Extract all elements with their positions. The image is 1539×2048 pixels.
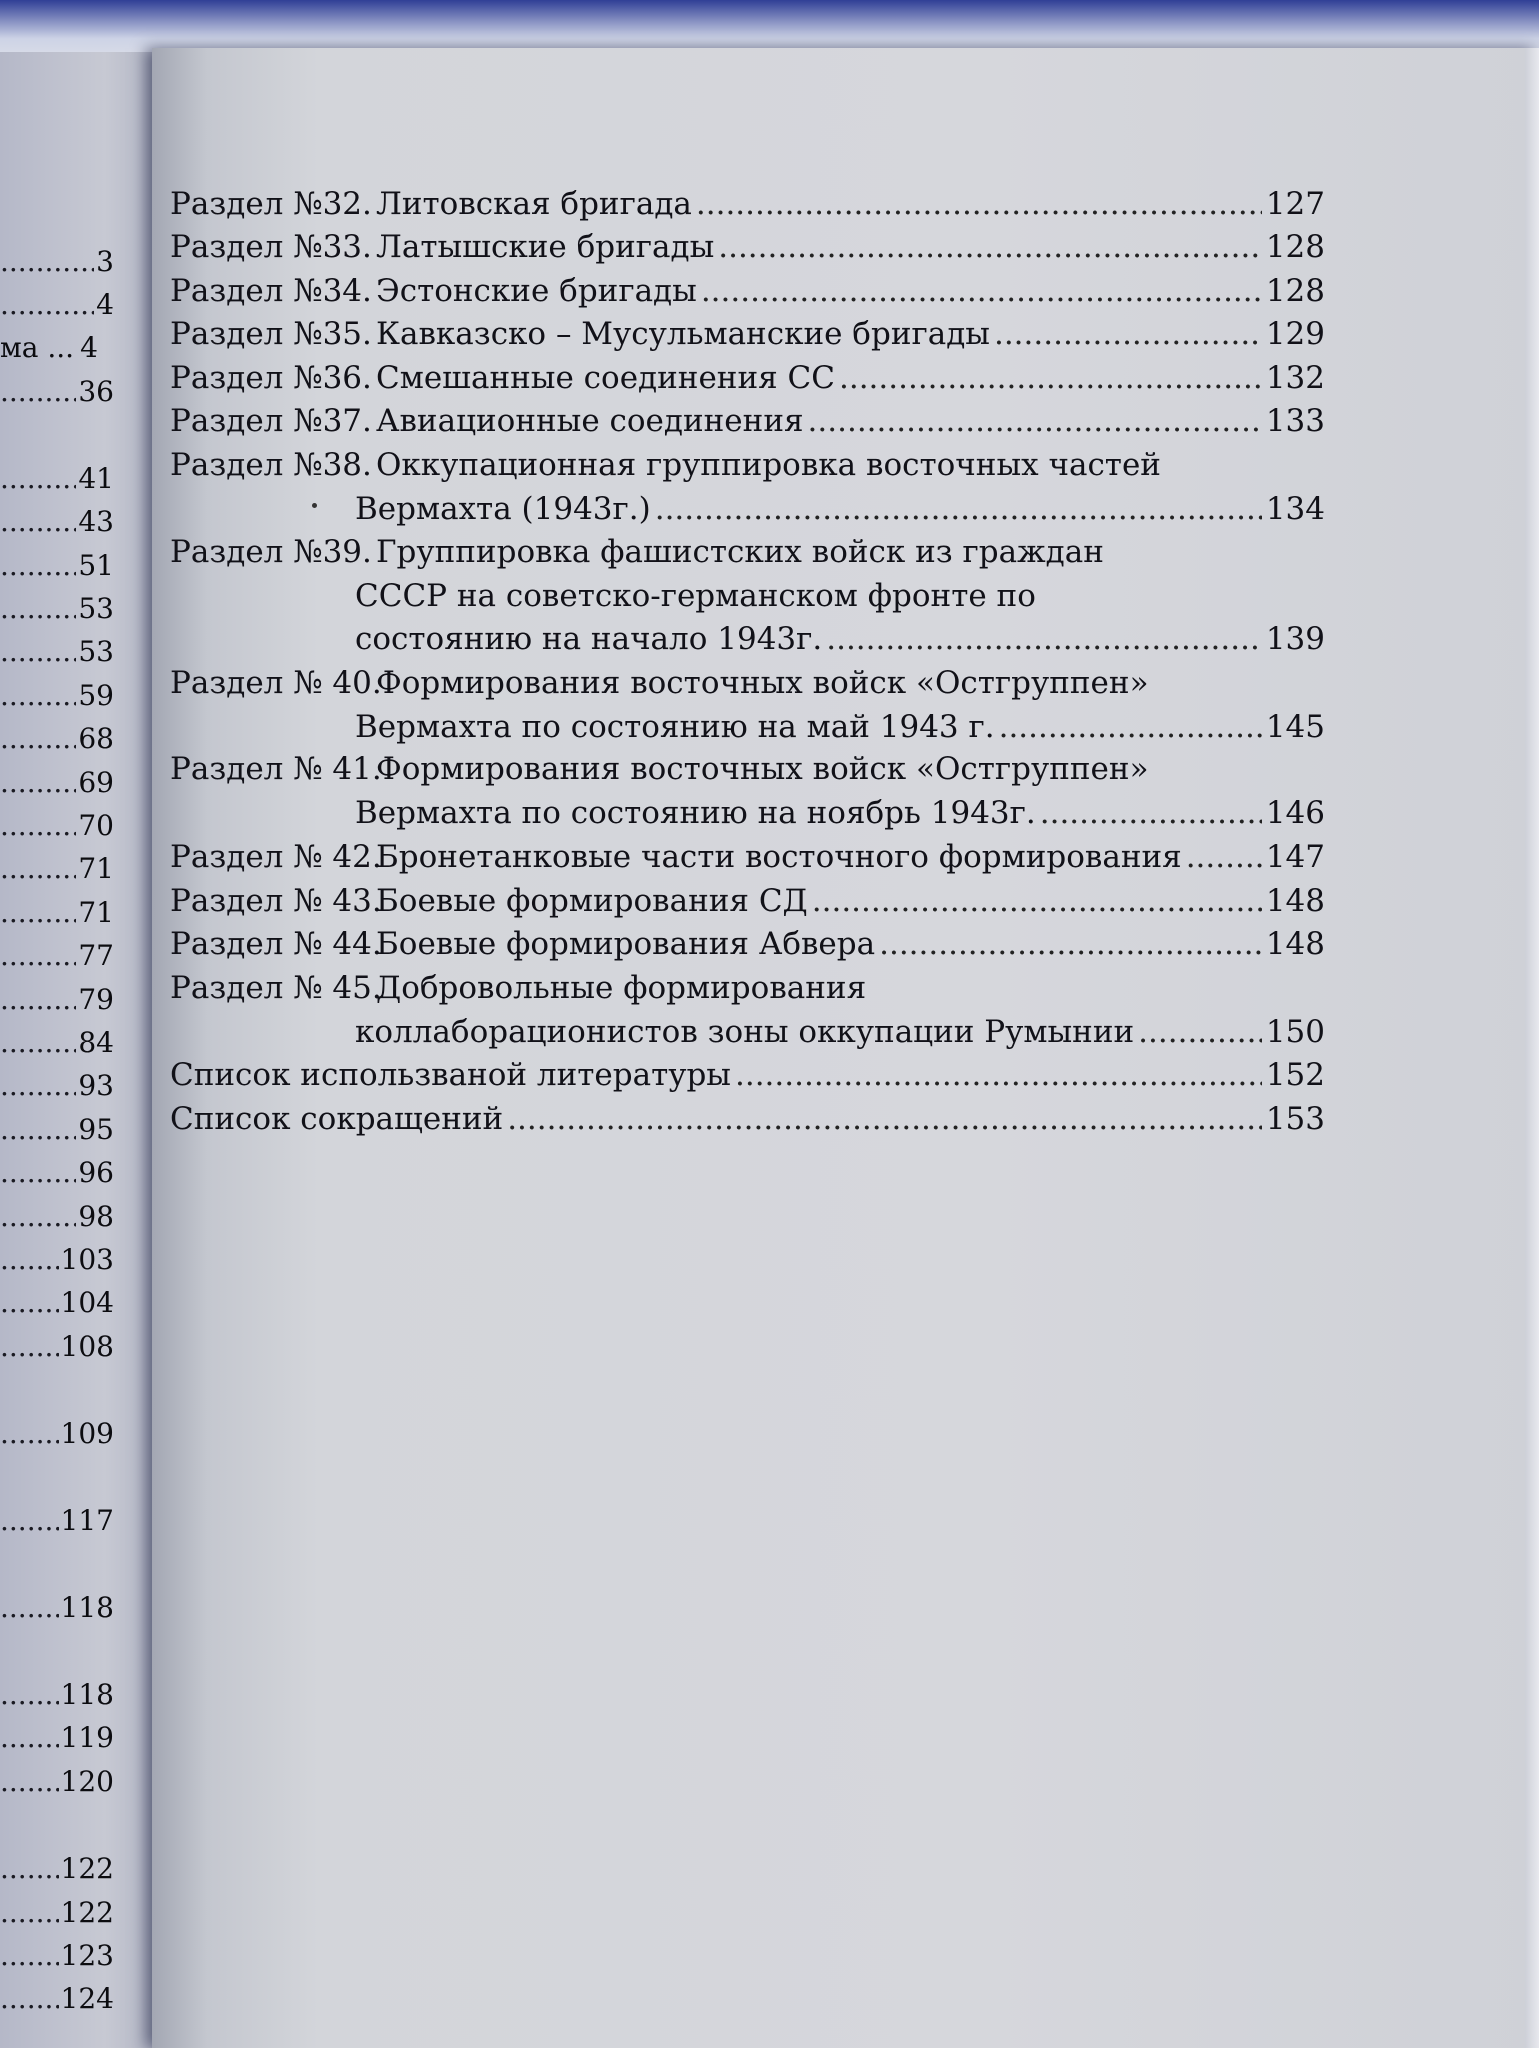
dot-leader	[0, 896, 76, 929]
left-toc-row	[0, 324, 114, 364]
dot-leader	[0, 1939, 59, 1972]
dot-leader	[507, 1101, 1262, 1137]
dot-leader	[0, 1678, 59, 1711]
toc-page-number: 146	[1265, 794, 1325, 831]
toc-entry	[170, 665, 1325, 701]
toc-title: Оккупационная группировка восточных частей	[376, 447, 1161, 483]
left-row-fragment: ма ...	[0, 331, 75, 364]
left-toc-row	[0, 1497, 114, 1537]
left-page-number: 122	[60, 1852, 114, 1885]
toc-title: Кавказско – Мусульманские бригады	[376, 316, 990, 352]
dot-leader	[0, 1286, 59, 1319]
dot-leader	[0, 1026, 76, 1059]
dot-leader	[1186, 839, 1262, 875]
left-page-number: 84	[78, 1026, 114, 1059]
dot-leader	[0, 679, 76, 712]
left-page-number: 95	[78, 1113, 114, 1146]
dot-leader	[735, 1057, 1262, 1093]
left-page-number: 43	[78, 505, 114, 538]
toc-page-number: 128	[1265, 273, 1325, 309]
dot-leader	[0, 1591, 59, 1624]
toc-entry	[170, 839, 1325, 875]
toc-section-label: Раздел №38.	[170, 447, 372, 483]
toc-title-line: коллаборационистов зоны оккупации Румынии	[355, 1013, 1135, 1050]
dot-leader	[0, 375, 76, 408]
dot-leader	[0, 939, 76, 972]
left-toc-row	[0, 498, 114, 538]
toc-title: Список использваной литературы	[170, 1057, 731, 1093]
dot-leader	[0, 245, 94, 278]
toc-entry	[170, 883, 1325, 919]
toc-title: Формирования восточных войск «Остгруппен»	[376, 751, 1149, 787]
toc-entry	[170, 1057, 1325, 1093]
toc-entry	[170, 1101, 1325, 1137]
left-page-number: 109	[60, 1417, 114, 1450]
left-page-number: 68	[78, 722, 114, 755]
left-toc-row	[0, 1845, 114, 1885]
toc-page-number: 148	[1265, 883, 1325, 919]
left-page-number: 69	[78, 766, 114, 799]
toc-page-number: 145	[1265, 708, 1325, 745]
toc-title: Смешанные соединения СС	[376, 360, 835, 396]
left-toc-row	[0, 715, 114, 755]
toc-entry	[170, 534, 1325, 570]
dot-leader	[0, 1069, 76, 1102]
left-page-number: 118	[60, 1591, 114, 1624]
toc-page-number: 148	[1265, 926, 1325, 962]
toc-section-label: Раздел №35.	[170, 316, 372, 352]
toc-page-number: 147	[1265, 839, 1325, 875]
left-page-number: 122	[60, 1896, 114, 1929]
left-page-number: 71	[78, 896, 114, 929]
dot-leader	[696, 186, 1262, 222]
toc-title-continuation	[355, 795, 1325, 831]
toc-entry	[170, 229, 1325, 265]
left-toc-row	[0, 1584, 114, 1624]
left-page-number: 79	[78, 983, 114, 1016]
toc-page-number: 150	[1265, 1013, 1325, 1050]
toc-entry	[170, 970, 1325, 1006]
toc-title: Добровольные формирования	[376, 970, 867, 1006]
left-page-number: 59	[78, 679, 114, 712]
left-page-number: 51	[78, 549, 114, 582]
toc-entry	[170, 360, 1325, 396]
left-page-number: 124	[60, 1982, 114, 2015]
left-page-number: 104	[60, 1286, 114, 1319]
toc-section-label: Раздел № 44.	[170, 926, 382, 962]
toc-entry	[170, 316, 1325, 352]
toc-page-number: 139	[1265, 621, 1325, 657]
dot-leader	[0, 1982, 59, 2015]
dot-leader	[839, 360, 1262, 396]
left-page-number: 4	[96, 288, 114, 321]
left-page-number: 119	[60, 1721, 114, 1754]
toc-title: Боевые формирования СД	[376, 883, 808, 919]
left-page-number: 53	[78, 635, 114, 668]
toc-entry	[170, 447, 1325, 483]
toc-title-line: состоянию на начало 1943г.	[355, 621, 823, 657]
left-toc-row	[0, 1236, 114, 1276]
toc-entry	[170, 926, 1325, 962]
dot-leader	[0, 1896, 59, 1929]
left-toc-row	[0, 1193, 114, 1233]
dot-leader	[0, 722, 76, 755]
left-toc-row	[0, 585, 114, 625]
dot-leader	[812, 883, 1262, 919]
left-toc-row	[0, 1975, 114, 2015]
toc-page-number: 132	[1265, 360, 1325, 396]
dot-leader	[0, 1243, 59, 1276]
dot-leader	[0, 983, 76, 1016]
dot-leader	[0, 635, 76, 668]
toc-section-label: Раздел № 42.	[170, 839, 382, 875]
dot-leader	[0, 1330, 59, 1363]
left-toc-row	[0, 1323, 114, 1363]
left-toc-row	[0, 455, 114, 495]
left-page-number: 71	[78, 852, 114, 885]
left-page-number: 53	[78, 592, 114, 625]
toc-section-label: Раздел № 43.	[170, 883, 382, 919]
toc-section-label: Раздел №33.	[170, 229, 372, 265]
dot-leader	[0, 1852, 59, 1885]
toc-title: Авиационные соединения	[376, 403, 804, 439]
toc-page-number: 129	[1265, 316, 1325, 352]
dot-leader	[0, 1417, 59, 1450]
toc-page-number: 128	[1265, 229, 1325, 265]
toc-title: Список сокращений	[170, 1101, 504, 1137]
left-toc-row	[0, 1410, 114, 1450]
left-page-number: 93	[78, 1069, 114, 1102]
toc-title: Литовская бригада	[376, 186, 692, 222]
left-page-number: 70	[78, 809, 114, 842]
left-toc-row	[0, 281, 114, 321]
toc-title-continuation	[355, 621, 1325, 657]
left-toc-row	[0, 759, 114, 799]
left-toc-row	[0, 1279, 114, 1319]
left-page-number: 108	[60, 1330, 114, 1363]
left-toc-row	[0, 932, 114, 972]
left-toc-row	[0, 1758, 114, 1798]
dot-leader	[1138, 1014, 1262, 1050]
stray-mark	[312, 503, 317, 508]
toc-page-number: 133	[1265, 403, 1325, 439]
dot-leader	[0, 852, 76, 885]
toc-section-label: Раздел № 40.	[170, 665, 382, 701]
dot-leader	[0, 592, 76, 625]
toc-title-continuation	[355, 491, 1325, 527]
right-page	[152, 48, 1539, 2048]
dot-leader	[808, 403, 1262, 439]
dot-leader	[0, 549, 76, 582]
left-toc-row	[0, 802, 114, 842]
toc-entry	[170, 403, 1325, 439]
left-page	[0, 52, 175, 2048]
dot-leader	[0, 288, 94, 321]
left-toc-row	[0, 1106, 114, 1146]
toc-entry	[170, 273, 1325, 309]
dot-leader	[0, 1113, 76, 1146]
dot-leader	[0, 1765, 59, 1798]
toc-title-line: Вермахта по состоянию на май 1943 г.	[355, 708, 995, 745]
dot-leader	[701, 273, 1262, 309]
toc-section-label: Раздел № 45.	[170, 970, 382, 1006]
left-page-number: 41	[78, 462, 114, 495]
toc-section-label: Раздел №34.	[170, 273, 372, 309]
toc-page-number: 153	[1265, 1101, 1325, 1137]
toc-section-label: Раздел № 41.	[170, 751, 382, 787]
left-page-number: 120	[60, 1765, 114, 1798]
toc-title-continuation	[355, 709, 1325, 745]
left-page-number: 117	[60, 1504, 114, 1537]
dot-leader	[0, 462, 76, 495]
toc-title-line: Вермахта по состоянию на ноябрь 1943г.	[355, 794, 1036, 831]
toc-title-continuation	[355, 578, 1325, 614]
left-toc-row	[0, 845, 114, 885]
dot-leader	[0, 809, 76, 842]
left-toc-row	[0, 1149, 114, 1189]
dot-leader	[1040, 795, 1262, 831]
dot-leader	[879, 926, 1262, 962]
toc-page-number: 127	[1265, 186, 1325, 222]
toc-section-label: Раздел №36.	[170, 360, 372, 396]
toc-section-label: Раздел №39.	[170, 534, 372, 570]
toc-title-continuation	[355, 1014, 1325, 1050]
left-page-number: 118	[60, 1678, 114, 1711]
toc-title: Формирования восточных войск «Остгруппен»	[376, 665, 1149, 701]
toc-title: Латышские бригады	[376, 229, 715, 265]
dot-leader	[826, 621, 1262, 657]
toc-entry	[170, 186, 1325, 222]
left-page-number: 36	[78, 375, 114, 408]
toc-title: Бронетанковые части восточного формирования	[376, 839, 1182, 875]
left-toc-row	[0, 1671, 114, 1711]
dot-leader	[0, 1156, 76, 1189]
left-page-number: 96	[78, 1156, 114, 1189]
dot-leader	[0, 1721, 59, 1754]
left-toc-row	[0, 1714, 114, 1754]
dot-leader	[0, 505, 76, 538]
left-toc-row	[0, 976, 114, 1016]
dot-leader	[994, 316, 1262, 352]
dot-leader	[0, 1504, 59, 1537]
left-toc-row	[0, 628, 114, 668]
toc-page-number: 152	[1265, 1057, 1325, 1093]
toc-title: Эстонские бригады	[376, 273, 697, 309]
left-page-number: 123	[60, 1939, 114, 1972]
left-page-number: 103	[60, 1243, 114, 1276]
left-toc-row	[0, 1062, 114, 1102]
left-toc-row	[0, 368, 114, 408]
left-toc-row	[0, 889, 114, 929]
dot-leader	[655, 491, 1262, 527]
toc-entry	[170, 751, 1325, 787]
left-toc-row	[0, 1019, 114, 1059]
left-toc-row	[0, 672, 114, 712]
page-edge	[1525, 48, 1539, 2048]
toc-title-line: СССР на советско-германском фронте по	[355, 577, 1036, 614]
left-page-number: 98	[78, 1200, 114, 1233]
left-toc-row	[0, 542, 114, 582]
dot-leader	[0, 766, 76, 799]
toc-title-line: Вермахта (1943г.)	[355, 490, 651, 527]
dot-leader	[718, 229, 1262, 265]
left-page-number: 77	[78, 939, 114, 972]
dot-leader	[0, 1200, 76, 1233]
toc-page-number: 134	[1265, 490, 1325, 527]
toc-section-label: Раздел №37.	[170, 403, 372, 439]
toc-section-label: Раздел №32.	[170, 186, 372, 222]
left-page-number: 4	[80, 331, 98, 364]
left-toc-row	[0, 238, 114, 278]
toc-title: Боевые формирования Абвера	[376, 926, 876, 962]
dot-leader	[999, 709, 1262, 745]
left-page-number: 3	[96, 245, 114, 278]
toc-title: Группировка фашистских войск из граждан	[376, 534, 1104, 570]
left-toc-row	[0, 1889, 114, 1929]
left-toc-row	[0, 1932, 114, 1972]
